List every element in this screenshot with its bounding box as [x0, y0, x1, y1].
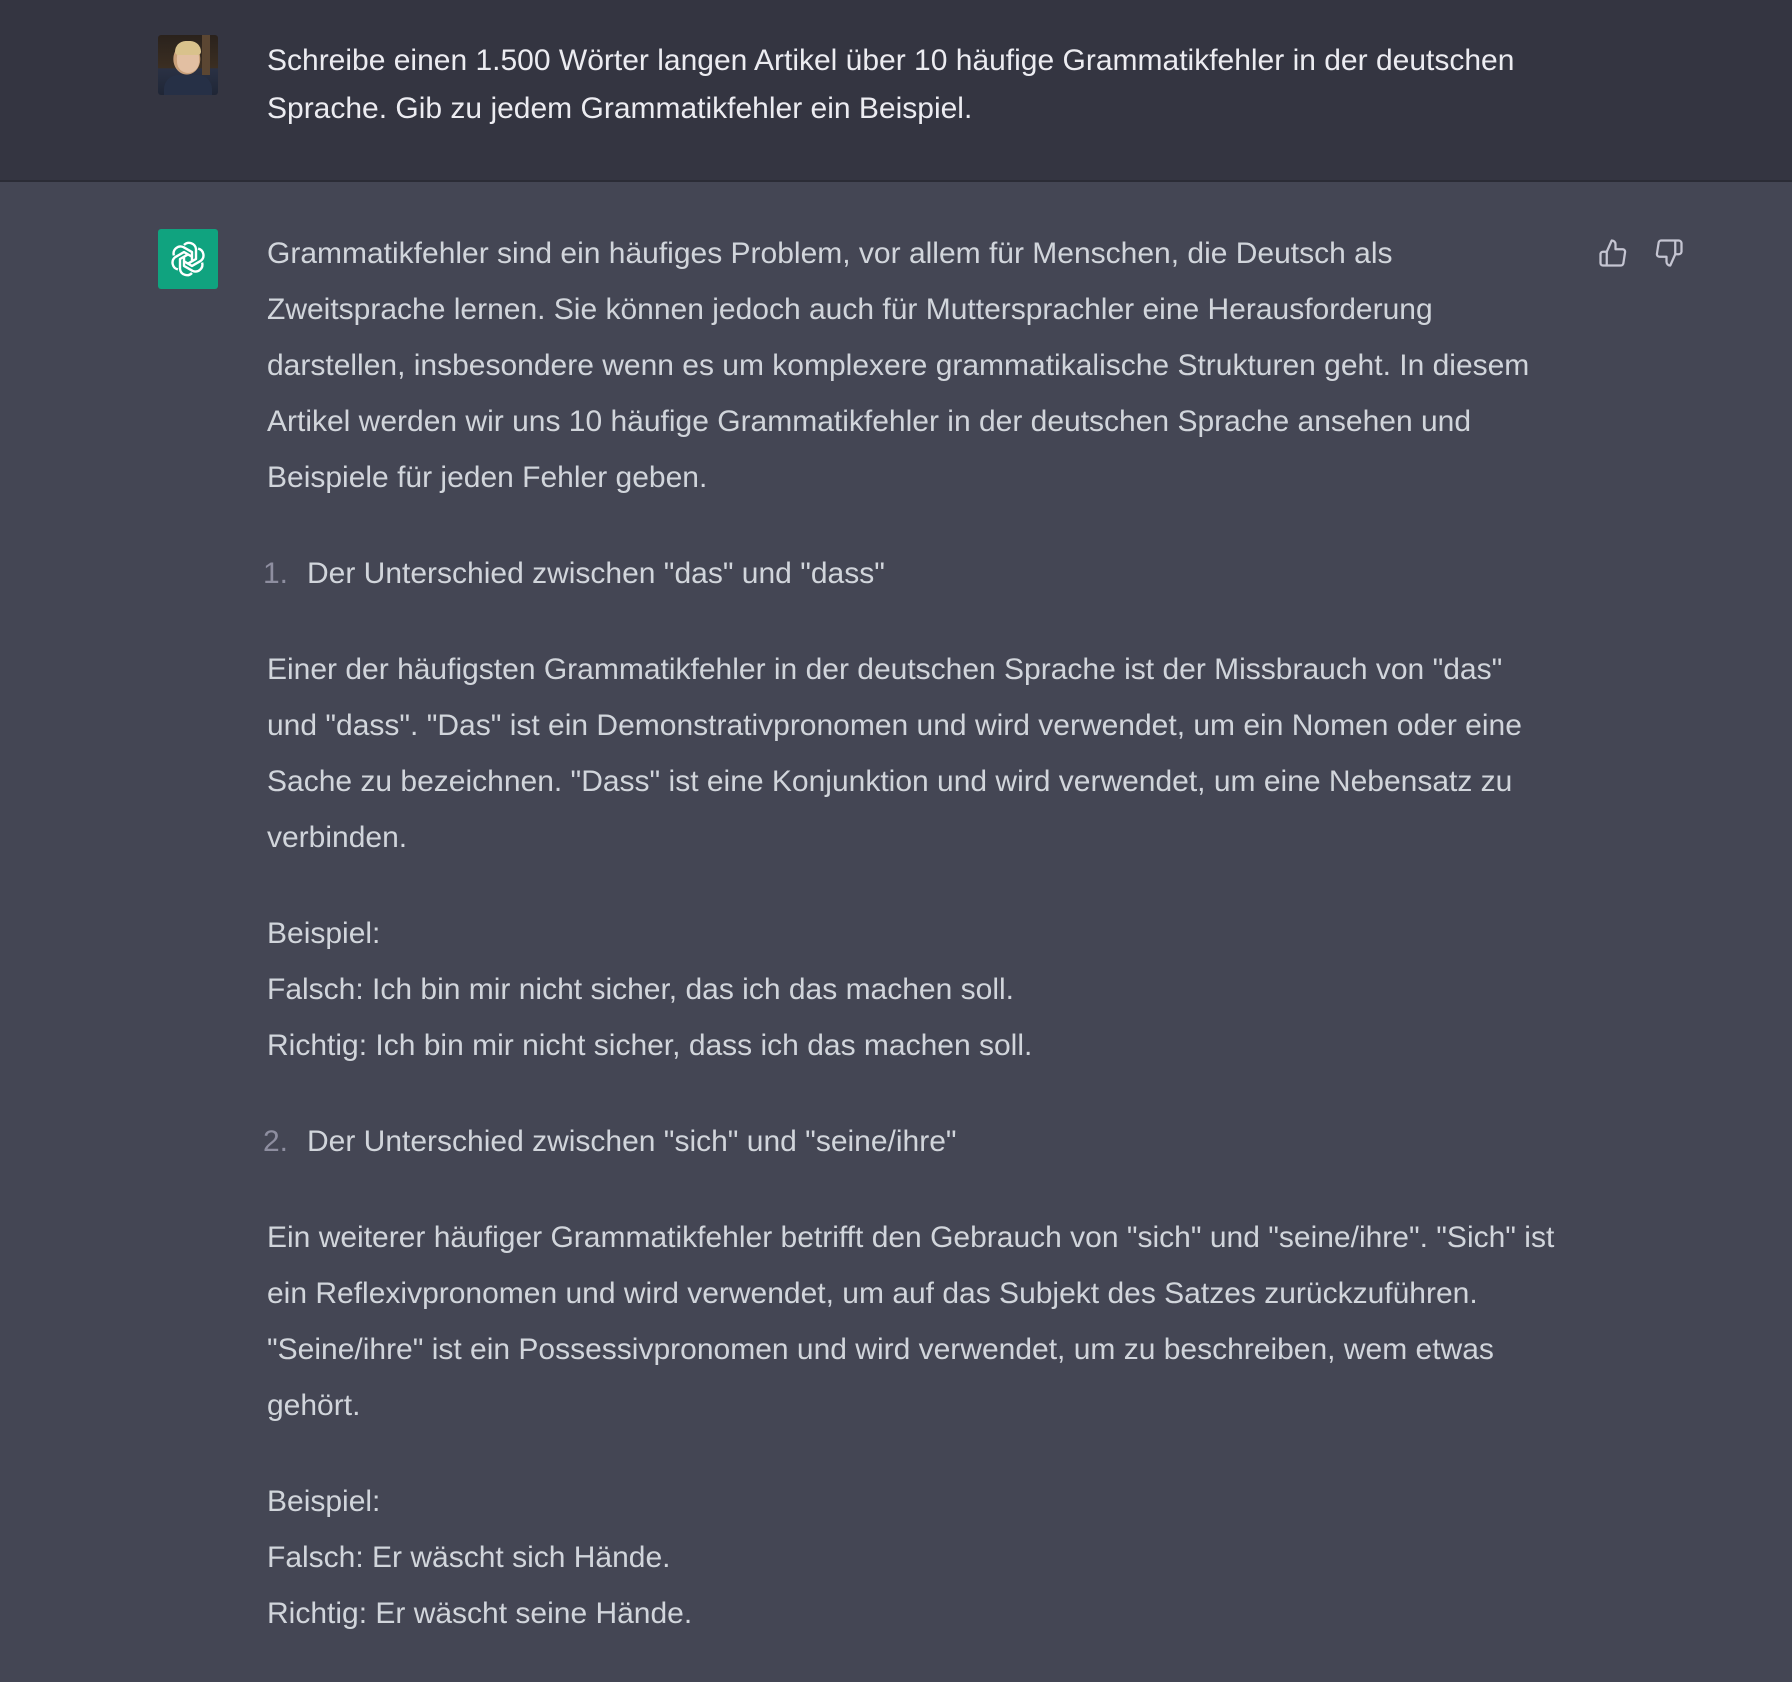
avatar-background-detail [202, 35, 210, 75]
example-label: Beispiel: [267, 917, 381, 950]
thumbs-down-button[interactable] [1652, 236, 1686, 270]
avatar-shirt [164, 75, 212, 95]
user-message-text: Schreibe einen 1.500 Wörter langen Artikel über 10 häufige Grammatikfehler in der deutschen Sprache. Gib zu jedem Grammatikfehler ein Beispiel. [267, 44, 1515, 125]
intro-paragraph: Grammatikfehler sind ein häufiges Problem, vor allem für Menschen, die Deutsch als Zweitsprache lernen. Sie können jedoch auch für Muttersprachler eine Herausforderung darstellen, insbesondere wenn es um komplexere grammatikalische Strukturen geht. In diesem Artikel werden wir uns 10 häufige Grammatikfehler in der deutschen Sprache ansehen und Beispiele für jeden Fehler geben. [267, 237, 1530, 494]
assistant-message-row [0, 182, 1792, 1666]
section-title: Der Unterschied zwischen "sich" und "seine/ihre" [307, 1125, 957, 1158]
example-block [267, 906, 1557, 1074]
example-right: Richtig: Ich bin mir nicht sicher, dass ich das machen soll. [267, 1029, 1033, 1062]
thumbs-up-button[interactable] [1596, 236, 1630, 270]
user-avatar [158, 35, 218, 95]
list-item-heading [263, 1114, 1557, 1170]
section-body: Einer der häufigsten Grammatikfehler in der deutschen Sprache ist der Missbrauch von "das" und "dass". "Das" ist ein Demonstrativpronomen und wird verwendet, um ein Nomen oder eine Sache zu bezeichnen. "Dass" ist eine Konjunktion und wird verwendet, um eine Nebensatz zu verbinden. [267, 653, 1522, 854]
list-number: 1. [263, 557, 289, 590]
thumbs-up-icon [1598, 238, 1628, 268]
example-right: Richtig: Er wäscht seine Hände. [267, 1597, 693, 1630]
thumbs-down-icon [1654, 238, 1684, 268]
example-block [267, 1474, 1557, 1642]
assistant-message-content [263, 226, 1557, 1682]
example-label: Beispiel: [267, 1485, 381, 1518]
example-wrong: Falsch: Ich bin mir nicht sicher, das ich das machen soll. [267, 973, 1014, 1006]
chatgpt-logo-icon [158, 229, 218, 289]
example-wrong: Falsch: Er wäscht sich Hände. [267, 1541, 671, 1574]
list-item-heading [263, 546, 1557, 602]
avatar-hair [175, 41, 201, 55]
list-number: 2. [263, 1125, 289, 1158]
section-title: Der Unterschied zwischen "das" und "dass" [307, 557, 885, 590]
user-message-row [0, 0, 1792, 182]
section-body: Ein weiterer häufiger Grammatikfehler betrifft den Gebrauch von "sich" und "seine/ihre". "Sich" ist ein Reflexivpronomen und wird verwendet, um auf das Subjekt des Satzes zurückzuführen. "Seine/ihre" ist ein Possessivpronomen und wird verwendet, um zu beschreiben, wem etwas gehört. [267, 1221, 1555, 1422]
